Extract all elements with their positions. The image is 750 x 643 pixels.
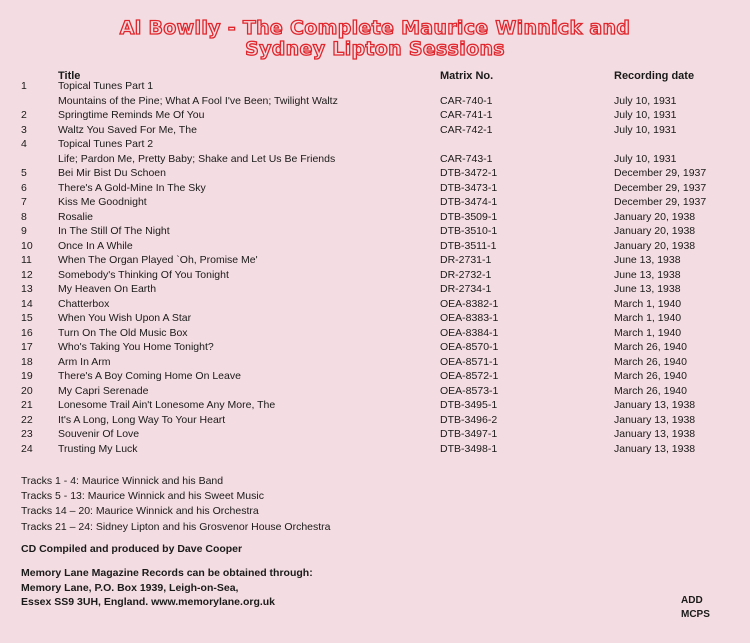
- track-matrix: OEA-8572-1: [440, 370, 499, 382]
- track-date: December 29, 1937: [614, 181, 707, 194]
- track-number: 21: [21, 399, 33, 411]
- contact-line: Memory Lane, P.O. Box 1939, Leigh-on-Sea,: [21, 581, 239, 594]
- track-row: [0, 166, 750, 181]
- track-number: 12: [21, 268, 33, 281]
- format-badges: [681, 594, 710, 622]
- contact-line: Memory Lane Magazine Records can be obtained through:: [21, 567, 313, 579]
- track-row: [0, 239, 750, 254]
- track-number: 13: [21, 283, 33, 295]
- track-date: January 20, 1938: [614, 239, 696, 252]
- track-matrix: CAR-743-1: [440, 152, 493, 165]
- track-title: Trusting My Luck: [58, 442, 138, 455]
- track-number: 22: [21, 413, 33, 426]
- track-matrix: DTB-3510-1: [440, 225, 498, 237]
- band-note: Tracks 5 - 13: Maurice Winnick and his Sweet Music: [21, 490, 264, 503]
- track-row: [0, 137, 750, 152]
- track-number: 15: [21, 312, 33, 324]
- track-title: When The Organ Played `Oh, Promise Me': [58, 254, 258, 266]
- track-number: 5: [21, 167, 27, 179]
- track-number: 7: [21, 196, 27, 208]
- track-row: [0, 369, 750, 384]
- track-row: [0, 181, 750, 196]
- band-note: Tracks 14 – 20: Maurice Winnick and his Orchestra: [21, 505, 259, 518]
- track-title: Mountains of the Pine; What A Fool I've Been; Twilight Waltz: [58, 94, 338, 107]
- track-number: 24: [21, 442, 33, 455]
- album-title-line-1: Al Bowlly - The Complete Maurice Winnick and: [119, 17, 631, 39]
- track-number: 16: [21, 326, 33, 339]
- track-matrix: DTB-3498-1: [440, 442, 498, 455]
- track-matrix: DTB-3472-1: [440, 167, 498, 179]
- track-date: March 26, 1940: [614, 384, 687, 397]
- track-row: [0, 152, 750, 167]
- title-column-header: Title: [58, 70, 81, 82]
- track-matrix: DTB-3495-1: [440, 399, 498, 411]
- track-matrix: DTB-3511-1: [440, 239, 497, 252]
- track-number: 17: [21, 341, 33, 353]
- track-title: Chatterbox: [58, 297, 110, 310]
- track-number: 23: [21, 428, 33, 440]
- track-row: [0, 195, 750, 210]
- track-date: June 13, 1938: [614, 283, 681, 295]
- track-title: Turn On The Old Music Box: [58, 326, 188, 339]
- track-row: [0, 108, 750, 123]
- track-title: Who's Taking You Home Tonight?: [58, 341, 214, 353]
- track-title: Once In A While: [58, 239, 133, 252]
- track-date: June 13, 1938: [614, 268, 681, 281]
- track-matrix: DR-2732-1: [440, 268, 492, 281]
- track-row: [0, 384, 750, 399]
- track-number: 6: [21, 181, 27, 194]
- track-row: [0, 282, 750, 297]
- track-date: January 20, 1938: [614, 210, 696, 223]
- track-number: 3: [21, 123, 27, 136]
- track-date: March 1, 1940: [614, 312, 682, 324]
- matrix-column-header: Matrix No.: [440, 70, 494, 82]
- track-title: Topical Tunes Part 1: [58, 80, 154, 92]
- compiler-credit: CD Compiled and produced by Dave Cooper: [21, 543, 243, 555]
- track-row: [0, 123, 750, 138]
- track-number: 8: [21, 210, 27, 223]
- track-number: 18: [21, 355, 33, 368]
- track-row: [0, 94, 750, 109]
- track-title: My Capri Serenade: [58, 384, 149, 397]
- track-number: 1: [21, 80, 27, 92]
- track-date: December 29, 1937: [614, 196, 707, 208]
- track-title: When You Wish Upon A Star: [58, 312, 192, 324]
- date-column-header: Recording date: [614, 70, 695, 82]
- track-title: Lonesome Trail Ain't Lonesome Any More, The: [58, 399, 276, 411]
- contact-info: [21, 566, 313, 610]
- track-number: 10: [21, 239, 33, 252]
- track-number: 2: [21, 109, 27, 121]
- track-number: 4: [21, 138, 27, 150]
- track-title: My Heaven On Earth: [58, 283, 157, 295]
- track-matrix: DR-2731-1: [440, 254, 492, 266]
- track-row: [0, 210, 750, 225]
- track-date: July 10, 1931: [614, 123, 677, 136]
- album-title-line-2: Sydney Lipton Sessions: [245, 38, 505, 60]
- track-date: March 26, 1940: [614, 370, 687, 382]
- track-row: [0, 326, 750, 341]
- track-title: Rosalie: [58, 210, 94, 223]
- track-number: 14: [21, 297, 33, 310]
- track-title: Arm In Arm: [58, 355, 111, 368]
- track-number: 20: [21, 384, 33, 397]
- track-list: [0, 79, 750, 456]
- track-date: March 1, 1940: [614, 326, 682, 339]
- track-title: There's A Boy Coming Home On Leave: [58, 370, 241, 382]
- band-note: Tracks 1 - 4: Maurice Winnick and his Band: [21, 475, 224, 487]
- track-row: [0, 442, 750, 457]
- track-date: January 13, 1938: [614, 399, 696, 411]
- track-matrix: DTB-3509-1: [440, 210, 498, 223]
- track-matrix: CAR-742-1: [440, 123, 493, 136]
- track-title: Topical Tunes Part 2: [58, 138, 154, 150]
- track-matrix: DTB-3473-1: [440, 181, 498, 194]
- track-row: [0, 340, 750, 355]
- track-date: January 13, 1938: [614, 413, 696, 426]
- track-matrix: OEA-8570-1: [440, 341, 499, 353]
- track-date: January 13, 1938: [614, 428, 696, 440]
- track-title: Bei Mir Bist Du Schoen: [58, 167, 166, 179]
- track-date: January 13, 1938: [614, 442, 696, 455]
- track-row: [0, 253, 750, 268]
- track-matrix: DTB-3474-1: [440, 196, 498, 208]
- track-title: Somebody's Thinking Of You Tonight: [58, 268, 229, 281]
- track-matrix: OEA-8384-1: [440, 326, 499, 339]
- track-row: [0, 311, 750, 326]
- track-title: Souvenir Of Love: [58, 428, 140, 440]
- band-note: Tracks 21 – 24: Sidney Lipton and his Grosvenor House Orchestra: [21, 520, 331, 533]
- track-date: July 10, 1931: [614, 94, 677, 107]
- track-title: Springtime Reminds Me Of You: [58, 109, 205, 121]
- track-date: December 29, 1937: [614, 167, 707, 179]
- track-matrix: DTB-3497-1: [440, 428, 498, 440]
- track-matrix: OEA-8382-1: [440, 297, 499, 310]
- track-row: [0, 398, 750, 413]
- track-number: 11: [21, 254, 32, 266]
- track-number: 9: [21, 225, 27, 237]
- track-matrix: CAR-741-1: [440, 109, 493, 121]
- track-matrix: OEA-8573-1: [440, 384, 499, 397]
- track-matrix: DR-2734-1: [440, 283, 492, 295]
- track-row: [0, 79, 750, 94]
- track-title: In The Still Of The Night: [58, 225, 170, 237]
- track-matrix: CAR-740-1: [440, 94, 493, 107]
- track-row: [0, 413, 750, 428]
- track-date: March 1, 1940: [614, 297, 682, 310]
- track-title: Waltz You Saved For Me, The: [58, 123, 197, 136]
- track-row: [0, 355, 750, 370]
- track-row: [0, 224, 750, 239]
- track-matrix: DTB-3496-2: [440, 413, 498, 426]
- track-date: July 10, 1931: [614, 152, 677, 165]
- album-title: [0, 18, 750, 60]
- track-date: January 20, 1938: [614, 225, 696, 237]
- format-badge: ADD: [681, 595, 703, 606]
- format-badge: MCPS: [681, 609, 710, 620]
- track-matrix: OEA-8383-1: [440, 312, 499, 324]
- track-row: [0, 268, 750, 283]
- track-date: June 13, 1938: [614, 254, 681, 266]
- track-date: March 26, 1940: [614, 355, 687, 368]
- track-date: March 26, 1940: [614, 341, 687, 353]
- contact-line: Essex SS9 3UH, England. www.memorylane.org.uk: [21, 596, 276, 608]
- band-notes: [21, 474, 331, 535]
- track-number: 19: [21, 370, 33, 382]
- track-row: [0, 427, 750, 442]
- track-title: It's A Long, Long Way To Your Heart: [58, 413, 226, 426]
- track-title: Kiss Me Goodnight: [58, 196, 147, 208]
- track-matrix: OEA-8571-1: [440, 355, 499, 368]
- track-title: There's A Gold-Mine In The Sky: [58, 181, 206, 194]
- track-date: July 10, 1931: [614, 109, 677, 121]
- track-title: Life; Pardon Me, Pretty Baby; Shake and Let Us Be Friends: [58, 152, 336, 165]
- track-row: [0, 297, 750, 312]
